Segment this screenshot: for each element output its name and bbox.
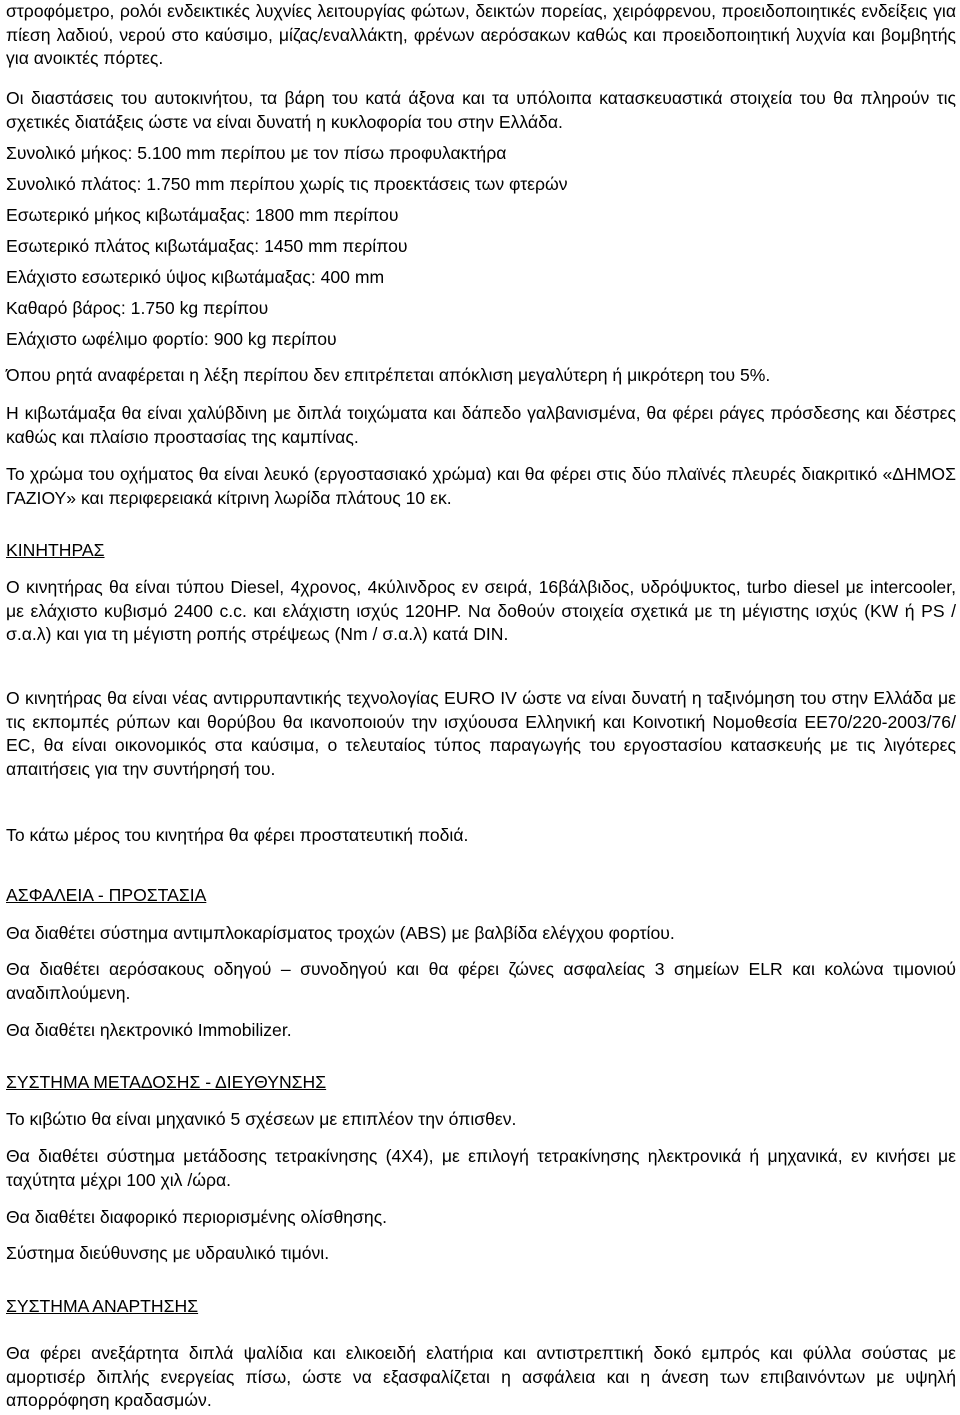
engine-heading: ΚΙΝΗΤΗΡΑΣ — [6, 540, 105, 560]
suspension-heading: ΣΥΣΤΗΜΑ ΑΝΑΡΤΗΣΗΣ — [6, 1296, 199, 1316]
transmission-paragraph-2: Θα διαθέτει σύστημα μετάδοσης τετρακίνησης (4Χ4), με επιλογή τετρακίνησης ηλεκτρονικά ή μηχανικά, εν κινήσει με ταχύτητα μέχρι 100 χιλ /ώρα. — [6, 1146, 956, 1190]
spec-bed-length: Εσωτερικό μήκος κιβωτάμαξας: 1800 mm περίπου — [6, 205, 399, 225]
body-paragraph: Η κιβωτάμαξα θα είναι χαλύβδινη με διπλά τοιχώματα και δάπεδο γαλβανισμένα, θα φέρει ράγες πρόσδεσης και δέστρες καθώς και πλαίσιο προστασίας της καμπίνας. — [6, 403, 956, 447]
spec-bed-height: Ελάχιστο εσωτερικό ύψος κιβωτάμαξας: 400 mm — [6, 267, 385, 287]
engine-paragraph-2: Ο κινητήρας θα είναι νέας αντιρρυπαντικής τεχνολογίας EURO IV ώστε να είναι δυνατή η ταξινόμηση του στην Ελλάδα με τις εκπομπές ρύπων και θορύβου θα ικανοποιούν την ισχύουσα Ελληνική και Κοινοτική Νομοθεσία ΕΕ70/220-2003/76/ΕC, θα είναι οικονομικός στα καύσιμα, ο τελευταίος τύπος παραγωγής του εργοστασίου κατασκευής με τις λιγότερες απαιτήσεις για την συντήρησή του. — [6, 688, 956, 779]
color-paragraph: Το χρώμα του οχήματος θα είναι λευκό (εργοστασιακό χρώμα) και θα φέρει στις δύο πλαϊνές πλευρές διακριτικό «ΔΗΜΟΣ ΓΑΖΙΟΥ» και περιφερειακά κίτρινη λωρίδα πλάτους 10 εκ. — [6, 464, 956, 508]
tolerance-paragraph: Όπου ρητά αναφέρεται η λέξη περίπου δεν επιτρέπεται απόκλιση μεγαλύτερη ή μικρότερη του 5%. — [6, 365, 771, 385]
intro-paragraph: στροφόμετρο, ρολόι ενδεικτικές λυχνίες λειτουργίας φώτων, δεικτών πορείας, χειρόφρενου, προειδοποιητικές ενδείξεις για πίεση λαδιού, νερού στο καύσιμο, μίζας/εναλλάκτη, φρένων αερόσακων καθώς και προειδοποιητική λυχνία και βομβητής για ανοικτές πόρτες. — [6, 1, 956, 68]
spec-net-weight: Καθαρό βάρος: 1.750 kg περίπου — [6, 298, 269, 318]
transmission-paragraph-1: Το κιβώτιο θα είναι μηχανικό 5 σχέσεων με επιπλέον την όπισθεν. — [6, 1109, 517, 1129]
transmission-paragraph-4: Σύστημα διεύθυνσης με υδραυλικό τιμόνι. — [6, 1243, 330, 1263]
safety-paragraph-1: Θα διαθέτει σύστημα αντιμπλοκαρίσματος τροχών (ABS) με βαλβίδα ελέγχου φορτίου. — [6, 923, 675, 943]
spec-bed-width: Εσωτερικό πλάτος κιβωτάμαξας: 1450 mm περίπου — [6, 236, 408, 256]
engine-paragraph-1: Ο κινητήρας θα είναι τύπου Diesel, 4χρονος, 4κύλινδρος εν σειρά, 16βάλβιδος, υδρόψυκτος, turbo diesel με intercooler, με ελάχιστο κυβισμό 2400 c.c. και ελάχιστη ισχύς 120HP. Να δοθούν στοιχεία σχετικά με τη μέγιστης ισχύς (KW ή PS / σ.α.λ) και για τη μέγιστη ροπής στρέψεως (Nm / σ.α.λ) κατά DIN. — [6, 577, 956, 644]
engine-paragraph-3: Το κάτω μέρος του κινητήρα θα φέρει προστατευτική ποδιά. — [6, 825, 469, 845]
suspension-paragraph-1: Θα φέρει ανεξάρτητα διπλά ψαλίδια και ελικοειδή ελατήρια και αντιστρεπτική δοκό εμπρός και φύλλα σούστας με αμορτισέρ διπλής ενεργείας πίσω, ώστε να εξασφαλίζεται η ασφάλεια και η άνεση των επιβαινόντων με υψηλή απορρόφηση κραδασμών. — [6, 1343, 956, 1410]
spec-payload: Ελάχιστο ωφέλιμο φορτίο: 900 kg περίπου — [6, 329, 337, 349]
safety-paragraph-2: Θα διαθέτει αερόσακους οδηγού – συνοδηγού και θα φέρει ζώνες ασφαλείας 3 σημείων ELR και κολώνα τιμονιού αναδιπλούμενη. — [6, 959, 956, 1003]
spec-total-width: Συνολικό πλάτος: 1.750 mm περίπου χωρίς τις προεκτάσεις των φτερών — [6, 174, 568, 194]
transmission-heading: ΣΥΣΤΗΜΑ ΜΕΤΑΔΟΣΗΣ - ΔΙΕΥΘΥΝΣΗΣ — [6, 1072, 327, 1092]
dimensions-paragraph: Οι διαστάσεις του αυτοκινήτου, τα βάρη του κατά άξονα και τα υπόλοιπα κατασκευαστικά στοιχεία του θα πληρούν τις σχετικές διατάξεις ώστε να είναι δυνατή η κυκλοφορία του στην Ελλάδα. — [6, 88, 956, 132]
spec-total-length: Συνολικό μήκος: 5.100 mm περίπου με τον πίσω προφυλακτήρα — [6, 143, 507, 163]
transmission-paragraph-3: Θα διαθέτει διαφορικό περιορισμένης ολίσθησης. — [6, 1207, 388, 1227]
safety-heading: ΑΣΦΑΛΕΙΑ - ΠΡΟΣΤΑΣΙΑ — [6, 885, 207, 905]
safety-paragraph-3: Θα διαθέτει ηλεκτρονικό Immobilizer. — [6, 1020, 292, 1040]
